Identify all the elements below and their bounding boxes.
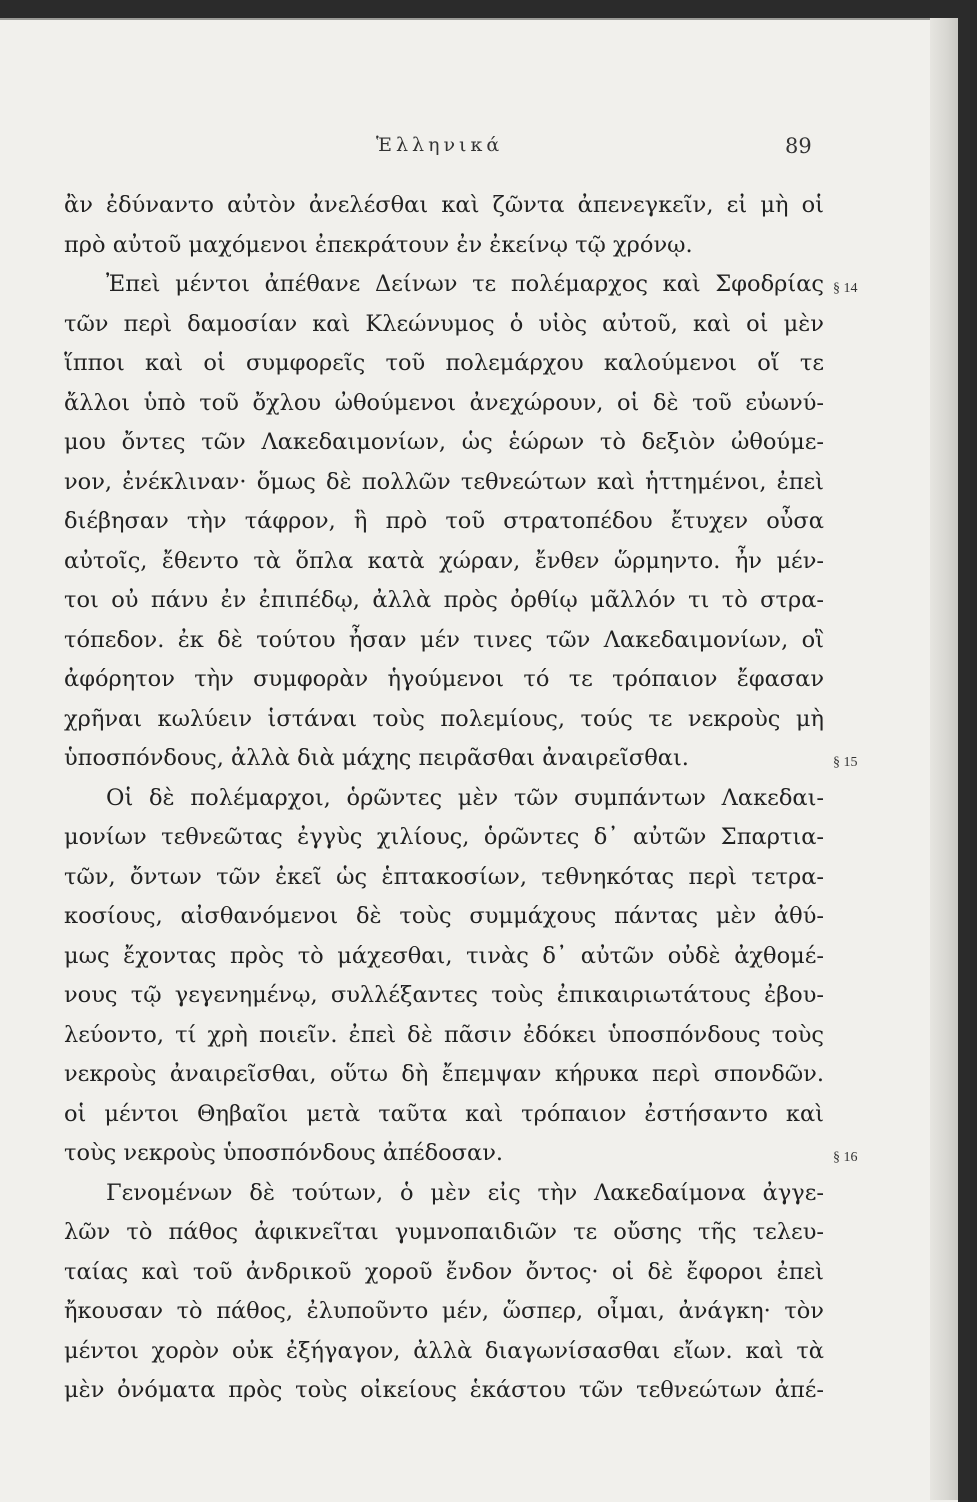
text-line: ταίας καὶ τοῦ ἀνδρικοῦ χοροῦ ἔνδον ὄντος· οἱ δὲ ἔφοροι ἐπεὶ <box>64 1258 824 1285</box>
text-line: Οἱ δὲ πολέμαρχοι, ὁρῶντες μὲν τῶν συμπάντων Λακεδαι- <box>106 784 824 811</box>
text-line: ἀφόρητον τὴν συμφορὰν ἡγούμενοι τό τε τρόπαιον ἔφασαν <box>64 666 824 692</box>
text-line: αὐτοῖς, ἔθεντο τὰ ὅπλα κατὰ χώραν, ἔνθεν ὥρμηντο. ἦν μέν- <box>64 547 824 574</box>
text-line: λεύοντο, τί χρὴ ποιεῖν. ἐπεὶ δὲ πᾶσιν ἐδόκει ὑποσπόνδους τοὺς <box>64 1021 824 1048</box>
text-line: πρὸ αὐτοῦ μαχόμενοι ἐπεκράτουν ἐν ἐκείνῳ τῷ χρόνῳ. <box>64 231 693 258</box>
section-marker: § 14 <box>833 281 858 296</box>
section-marker: § 15 <box>833 755 858 770</box>
page-number: 89 <box>785 134 812 158</box>
text-line: διέβησαν τὴν τάφρον, ἣ πρὸ τοῦ στρατοπέδου ἔτυχεν οὖσα <box>64 508 824 534</box>
text-line: τοι οὐ πάνυ ἐν ἐπιπέδῳ, ἀλλὰ πρὸς ὀρθίῳ μᾶλλόν τι τὸ στρα- <box>64 587 824 613</box>
page-edge <box>930 18 958 1500</box>
text-line: μου ὄντες τῶν Λακεδαιμονίων, ὡς ἑώρων τὸ δεξιὸν ὠθούμε- <box>64 429 824 455</box>
text-line: Γενομένων δὲ τούτων, ὁ μὲν εἰς τὴν Λακεδαίμονα ἀγγε- <box>106 1179 824 1206</box>
text-line: τοὺς νεκροὺς ὑποσπόνδους ἀπέδοσαν. <box>64 1140 504 1166</box>
text-line: νους τῷ γεγενημένῳ, συλλέξαντες τοὺς ἐπικαιριωτάτους ἐβου- <box>64 982 824 1008</box>
text-line: οἱ μέντοι Θηβαῖοι μετὰ ταῦτα καὶ τρόπαιον ἐστήσαντο καὶ <box>64 1100 824 1127</box>
running-head-title: Ἑλληνικά <box>376 134 504 156</box>
text-line: ἂν ἐδύναντο αὐτὸν ἀνελέσθαι καὶ ζῶντα ἀπενεγκεῖν, εἰ μὴ οἱ <box>64 192 824 218</box>
section-marker: § 16 <box>833 1150 858 1165</box>
body-text <box>64 186 824 1411</box>
text-line: μως ἔχοντας πρὸς τὸ μάχεσθαι, τινὰς δ᾽ αὐτῶν οὐδὲ ἀχθομέ- <box>64 942 824 969</box>
text-line: τόπεδον. ἐκ δὲ τούτου ἦσαν μέν τινες τῶν Λακεδαιμονίων, οἳ <box>64 626 824 653</box>
text-line: ἵπποι καὶ οἱ συμφορεῖς τοῦ πολεμάρχου καλούμενοι οἵ τε <box>64 350 824 376</box>
text-line: χρῆναι κωλύειν ἱστάναι τοὺς πολεμίους, τούς τε νεκροὺς μὴ <box>64 705 824 732</box>
text-line: μὲν ὀνόματα πρὸς τοὺς οἰκείους ἑκάστου τῶν τεθνεώτων ἀπέ- <box>64 1377 824 1403</box>
text-line: τῶν, ὄντων τῶν ἐκεῖ ὡς ἑπτακοσίων, τεθνηκότας περὶ τετρα- <box>64 863 824 890</box>
text-line: τῶν περὶ δαμοσίαν καὶ Κλεώνυμος ὁ υἱὸς αὐτοῦ, καὶ οἱ μὲν <box>64 310 824 337</box>
text-line: κοσίους, αἰσθανόμενοι δὲ τοὺς συμμάχους πάντας μὲν ἀθύ- <box>64 903 824 929</box>
text-line: μέντοι χορὸν οὐκ ἐξήγαγον, ἀλλὰ διαγωνίσασθαι εἴων. καὶ τὰ <box>64 1337 824 1364</box>
text-line: ἤκουσαν τὸ πάθος, ἐλυποῦντο μέν, ὥσπερ, οἶμαι, ἀνάγκη· τὸν <box>64 1298 824 1324</box>
text-line: νεκροὺς ἀναιρεῖσθαι, οὕτω δὴ ἔπεμψαν κήρυκα περὶ σπονδῶν. <box>64 1061 824 1087</box>
text-line: μονίων τεθνεῶτας ἐγγὺς χιλίους, ὁρῶντες δ᾽ αὐτῶν Σπαρτια- <box>64 824 824 850</box>
text-line: ἄλλοι ὑπὸ τοῦ ὄχλου ὠθούμενοι ἀνεχώρουν, οἱ δὲ τοῦ εὐωνύ- <box>64 389 824 416</box>
text-line: λῶν τὸ πάθος ἀφικνεῖται γυμνοπαιδιῶν τε οὔσης τῆς τελευ- <box>64 1219 824 1245</box>
text-line: νον, ἐνέκλιναν· ὅμως δὲ πολλῶν τεθνεώτων καὶ ἡττημένοι, ἐπεὶ <box>64 468 824 495</box>
text-line: ὑποσπόνδους, ἀλλὰ διὰ μάχης πειρᾶσθαι ἀναιρεῖσθαι. <box>64 745 689 771</box>
text-line: Ἐπεὶ μέντοι ἀπέθανε Δείνων τε πολέμαρχος καὶ Σφοδρίας <box>106 271 824 297</box>
